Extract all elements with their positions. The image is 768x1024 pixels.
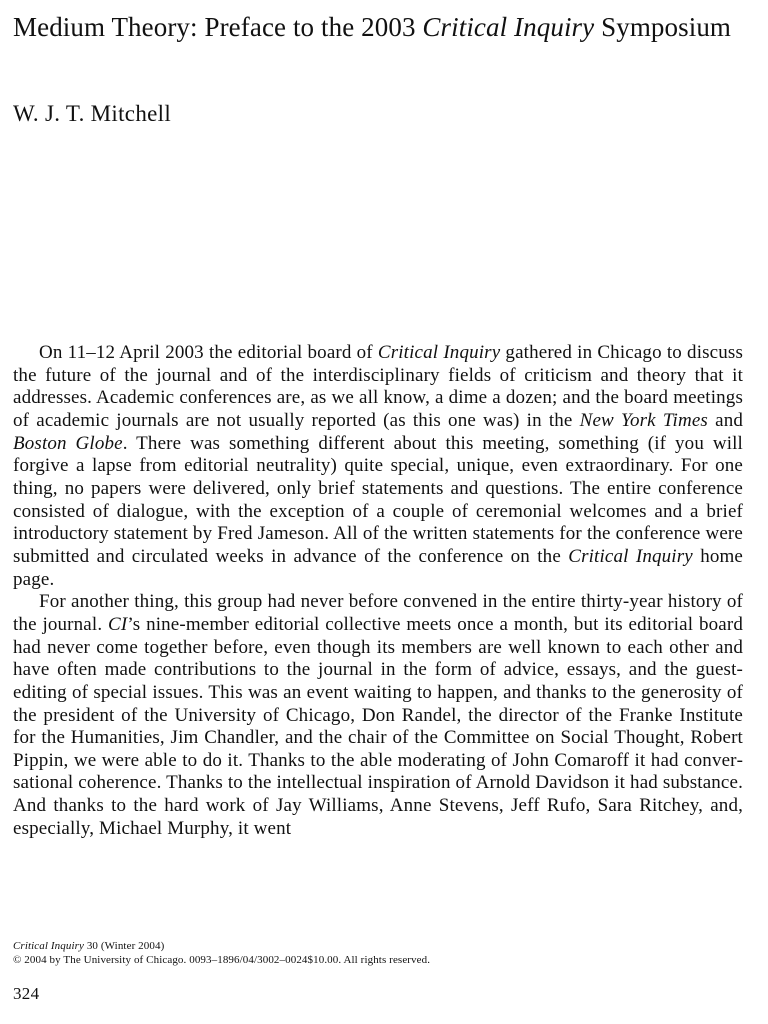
article-body	[13, 342, 743, 840]
p1-italic-1: Critical Inquiry	[377, 342, 501, 363]
paragraph-1	[13, 342, 743, 591]
p2-text-1: For another thing, this group had never before convened in the entire thirty-year history of the journal.	[13, 591, 743, 635]
paragraph-2	[13, 591, 743, 840]
p1-text-1: On 11–12 April 2003 the editorial board of	[39, 342, 378, 363]
p2-text-2: ’s nine-member editorial collective meets once a month, but its editorial board had never come together before, even though its members are well known to each other and have often made contributions to the journal in the form of advice, essays, and the guest-editing of special issues. This was an event waiting to happen, and thanks to the generosity of the president of the University of Chicago, Don Randel, the director of the Franke Institute for the Humanities, Jim Chandler, and the chair of the Committee on Social Thought, Robert Pippin, we were able to do it. Thanks to the able moderating of John Comaroff it had conversational coherence. Thanks to the intellectual inspiration of Arnold Davidson it had substance. And thanks to the hard work of Jay Williams, Anne Stevens, Jeff Rufo, Sara Ritchey, and, especially, Michael Murphy, it went	[13, 613, 743, 839]
p1-text-4: . There was something different about this meeting, something (if you will forgive a lapse from editorial neutrality) quite special, unique, even extraordinary. For one thing, no papers were delivered, only brief statements and questions. The entire conference consisted of dialogue, with the exception of a couple of ceremonial welcomes and a brief introductory statement by Fred Jameson. All of the written statements for the conference were submitted and circulated weeks in advance of the conference on the	[13, 432, 743, 567]
article-title	[13, 12, 753, 43]
p1-italic-4: Critical Inquiry	[568, 545, 693, 567]
journal-issue: 30 (Winter 2004)	[83, 940, 165, 952]
p2-italic-1: CI	[108, 613, 128, 635]
p1-italic-2: New York Times	[579, 409, 708, 431]
p1-text-2: gathered in Chicago to discuss the future of the journal and of the interdisciplinary fields of criticism and theory that it addresses. Academic conferences are, as we all know, a dime a dozen; and the board meetings of academic journals are not usually reported (as this one was) in the	[13, 342, 743, 431]
p1-text-3: and	[707, 409, 743, 431]
title-journal-name: Critical Inquiry	[422, 12, 595, 42]
page-number: 324	[13, 984, 40, 1003]
author-name: W. J. T. Mitchell	[13, 101, 172, 126]
journal-name: Critical Inquiry	[13, 940, 84, 952]
journal-footnote	[13, 939, 430, 967]
p1-text-5: home page.	[13, 545, 744, 590]
p1-italic-3: Boston Globe	[13, 432, 123, 454]
journal-citation	[13, 939, 430, 953]
title-text-part1: Medium Theory: Preface to the 2003	[13, 12, 423, 42]
title-text-part2: Symposium	[594, 12, 732, 42]
copyright-line: © 2004 by The University of Chicago. 0093–1896/04/3002–0024$10.00. All rights reserved.	[13, 954, 431, 966]
